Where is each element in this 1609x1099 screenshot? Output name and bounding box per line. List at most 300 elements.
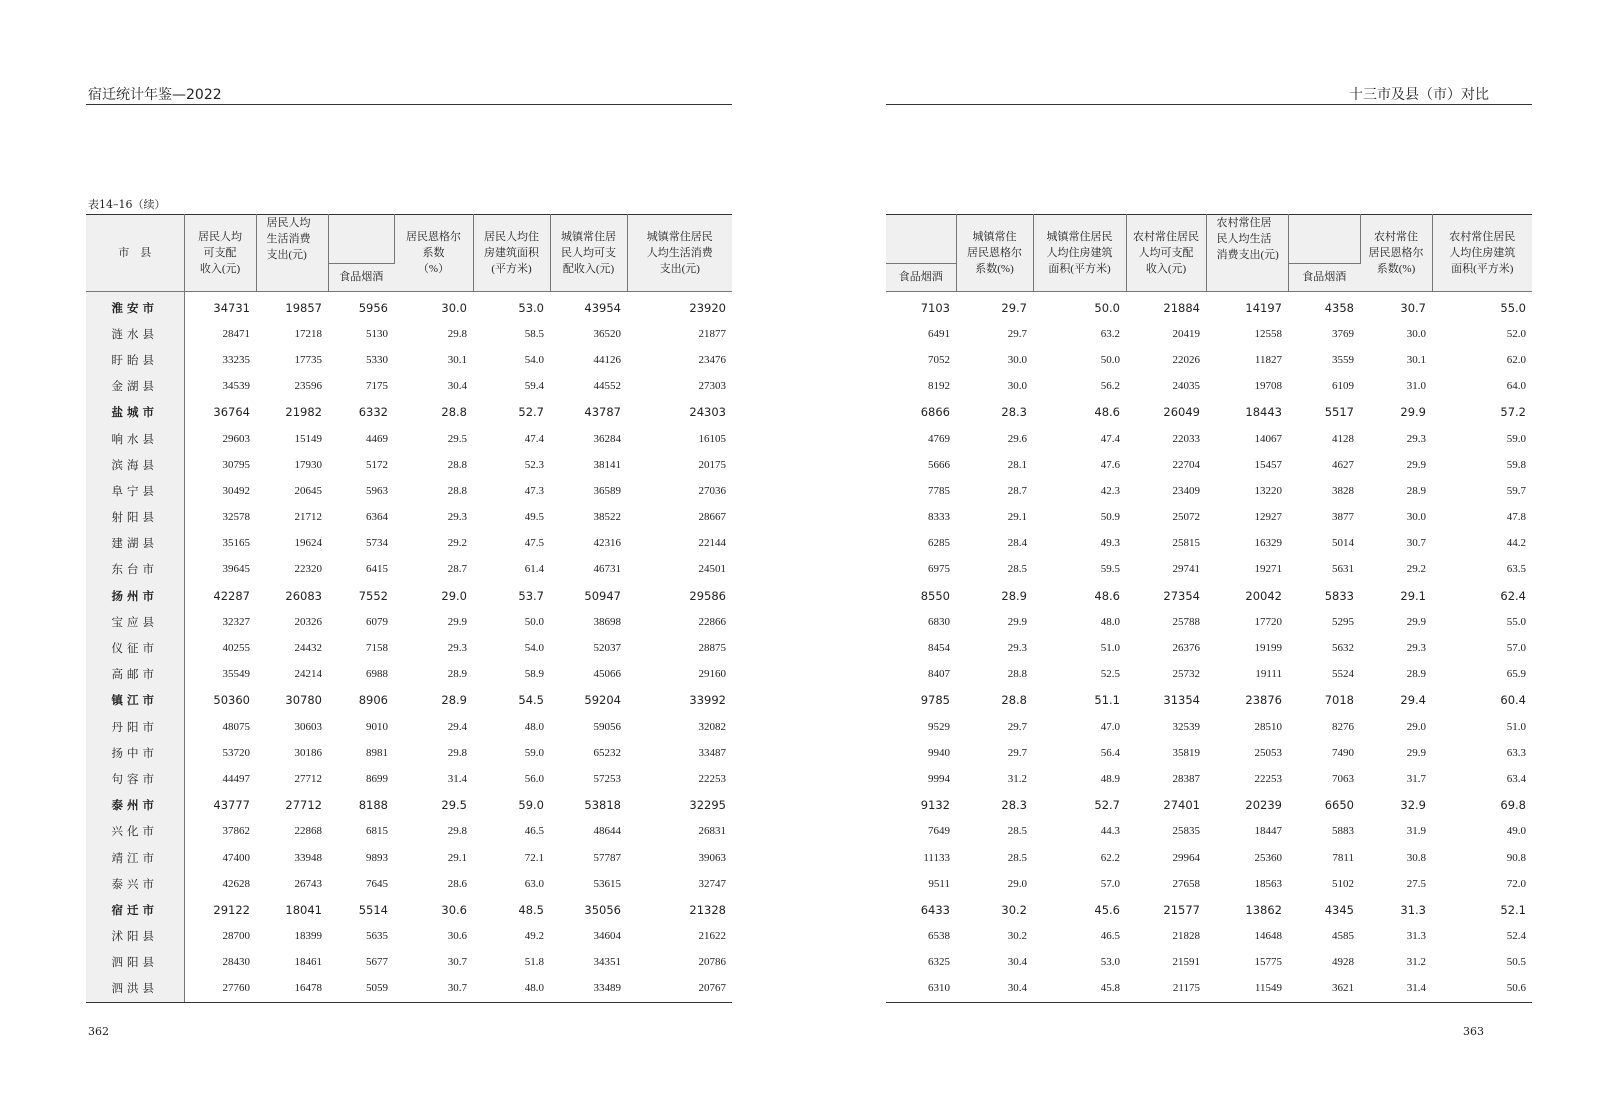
table-cell: 31.3 <box>1400 902 1426 917</box>
header-rule-right <box>886 104 1532 105</box>
table-row <box>886 399 1532 425</box>
table-cell: 57253 <box>593 772 621 785</box>
table-cell: 6650 <box>1324 798 1354 813</box>
table-cell: 63.2 <box>1100 327 1120 340</box>
table-cell: 28.5 <box>1007 563 1027 576</box>
table-row <box>86 687 732 713</box>
table-cell: 38522 <box>593 511 621 524</box>
table-cell: 22253 <box>1254 772 1282 785</box>
table-cell: 3559 <box>1332 353 1354 366</box>
table-cell: 28430 <box>222 956 250 969</box>
table-cell: 57.0 <box>1506 642 1526 655</box>
table-row <box>886 321 1532 347</box>
table-row <box>86 556 732 582</box>
table-row <box>886 425 1532 451</box>
table-cell: 52.7 <box>518 405 544 420</box>
right-page <box>804 0 1609 1099</box>
table-cell: 26083 <box>285 588 322 603</box>
table-cell: 55.0 <box>1500 300 1526 315</box>
table-cell: 33948 <box>294 851 322 864</box>
table-cell: 57.0 <box>1100 877 1120 890</box>
table-cell: 29.2 <box>447 537 467 550</box>
table-cell: 3877 <box>1332 511 1354 524</box>
table-cell: 26831 <box>698 825 726 838</box>
table-row <box>86 949 732 975</box>
table-cell: 23476 <box>698 353 726 366</box>
table-cell: 31.4 <box>447 772 467 785</box>
table-cell: 8188 <box>358 798 388 813</box>
table-cell: 29.1 <box>1007 511 1027 524</box>
table-cell: 29.7 <box>1001 300 1027 315</box>
table-cell: 28.7 <box>1007 484 1027 497</box>
table-cell: 16478 <box>256 975 328 1002</box>
table-cell: 56.4 <box>1100 746 1120 759</box>
table-cell: 29.9 <box>447 615 467 628</box>
table-cell: 28.9 <box>1001 588 1027 603</box>
region-name: 盱眙县 <box>86 347 184 373</box>
table-cell: 48.5 <box>518 902 544 917</box>
table-cell: 59.7 <box>1506 484 1526 497</box>
table-cell: 33992 <box>689 693 726 708</box>
table-row <box>886 897 1532 923</box>
table-row <box>86 766 732 792</box>
region-name: 仪征市 <box>86 635 184 661</box>
table-cell: 63.0 <box>524 877 544 890</box>
table-cell: 6975 <box>928 563 950 576</box>
col-header-consumption-lower <box>256 263 328 291</box>
table-cell: 30.7 <box>447 956 467 969</box>
table-cell: 8550 <box>920 588 950 603</box>
table-row <box>886 609 1532 635</box>
table-cell: 28387 <box>1172 772 1200 785</box>
table-cell: 29603 <box>222 432 250 445</box>
table-cell: 4358 <box>1324 300 1354 315</box>
table-cell: 49.2 <box>524 930 544 943</box>
table-row <box>86 425 732 451</box>
table-cell: 43787 <box>584 405 621 420</box>
table-cell: 29964 <box>1172 851 1200 864</box>
table-row <box>86 844 732 870</box>
table-cell: 29.2 <box>1406 563 1426 576</box>
table-cell: 6433 <box>920 902 950 917</box>
table-cell: 6415 <box>366 563 388 576</box>
table-cell: 44552 <box>593 380 621 393</box>
table-cell: 4928 <box>1332 956 1354 969</box>
table-cell: 20786 <box>698 956 726 969</box>
table-cell: 34604 <box>593 930 621 943</box>
table-cell: 50947 <box>584 588 621 603</box>
table-cell: 25053 <box>1254 746 1282 759</box>
table-cell: 51.1 <box>1094 693 1120 708</box>
table-cell: 5956 <box>358 300 388 315</box>
table-cell: 22144 <box>698 537 726 550</box>
table-cell: 59056 <box>593 720 621 733</box>
table-cell: 35056 <box>584 902 621 917</box>
table-cell: 11549 <box>1206 975 1288 1002</box>
table-cell: 45066 <box>593 668 621 681</box>
table-cell: 22866 <box>698 615 726 628</box>
region-name: 盐城市 <box>86 399 184 425</box>
table-cell: 28.5 <box>1007 851 1027 864</box>
table-cell: 23596 <box>294 380 322 393</box>
table-cell: 15457 <box>1254 458 1282 471</box>
table-cell: 4769 <box>928 432 950 445</box>
table-cell: 5524 <box>1332 668 1354 681</box>
region-name: 宿迁市 <box>86 897 184 923</box>
table-cell: 29.7 <box>1007 720 1027 733</box>
table-cell: 27036 <box>698 484 726 497</box>
table-cell: 21577 <box>1163 902 1200 917</box>
table-cell: 8333 <box>928 511 950 524</box>
table-cell: 21828 <box>1172 930 1200 943</box>
table-row <box>86 609 732 635</box>
table-cell: 5514 <box>358 902 388 917</box>
table-cell: 28.7 <box>447 563 467 576</box>
table-row <box>886 871 1532 897</box>
table-row <box>886 975 1532 1002</box>
table-row <box>86 975 732 1002</box>
table-cell: 51.0 <box>1100 642 1120 655</box>
table-cell: 5517 <box>1324 405 1354 420</box>
col-header-urban-income: 城镇常住居 民人均可支 配收入(元) <box>550 215 627 292</box>
table-cell: 58.9 <box>524 668 544 681</box>
region-name: 淮安市 <box>86 291 184 321</box>
table-cell: 50.0 <box>524 615 544 628</box>
table-cell: 7785 <box>928 484 950 497</box>
table-cell: 27712 <box>294 772 322 785</box>
table-cell: 25732 <box>1172 668 1200 681</box>
table-cell: 6285 <box>928 537 950 550</box>
table-cell: 42.3 <box>1100 484 1120 497</box>
table-cell: 30492 <box>222 484 250 497</box>
table-cell: 30.8 <box>1406 851 1426 864</box>
table-cell: 29.3 <box>447 511 467 524</box>
table-row <box>886 373 1532 399</box>
table-row <box>886 347 1532 373</box>
table-cell: 7649 <box>928 825 950 838</box>
table-cell: 21622 <box>698 930 726 943</box>
table-cell: 36284 <box>593 432 621 445</box>
table-cell: 46731 <box>593 563 621 576</box>
table-cell: 57787 <box>593 851 621 864</box>
table-cell: 29741 <box>1172 563 1200 576</box>
table-cell: 33235 <box>222 353 250 366</box>
table-cell: 59.4 <box>524 380 544 393</box>
data-table-left <box>86 214 732 1003</box>
table-cell: 90.8 <box>1506 851 1526 864</box>
region-name: 扬州市 <box>86 583 184 609</box>
region-name: 扬中市 <box>86 740 184 766</box>
table-cell: 18563 <box>1254 877 1282 890</box>
table-row <box>886 635 1532 661</box>
table-cell: 18399 <box>294 930 322 943</box>
table-cell: 18461 <box>294 956 322 969</box>
table-cell: 50.6 <box>1432 975 1532 1002</box>
table-cell: 64.0 <box>1506 380 1526 393</box>
table-cell: 18041 <box>285 902 322 917</box>
table-cell: 6332 <box>358 405 388 420</box>
running-head-left: 宿迁统计年鉴—2022 <box>88 87 222 103</box>
table-cell: 24432 <box>294 642 322 655</box>
table-cell: 30.0 <box>1406 327 1426 340</box>
table-cell: 20175 <box>698 458 726 471</box>
table-cell: 49.5 <box>524 511 544 524</box>
region-name: 沭阳县 <box>86 923 184 949</box>
table-cell: 3621 <box>1288 975 1360 1002</box>
table-cell: 22026 <box>1172 353 1200 366</box>
table-cell: 50.5 <box>1506 956 1526 969</box>
table-cell: 47400 <box>222 851 250 864</box>
table-cell: 54.0 <box>524 353 544 366</box>
table-cell: 6325 <box>928 956 950 969</box>
table-cell: 18447 <box>1254 825 1282 838</box>
table-cell: 21877 <box>698 327 726 340</box>
region-name: 高邮市 <box>86 661 184 687</box>
table-cell: 19199 <box>1254 642 1282 655</box>
table-cell: 31.4 <box>1360 975 1432 1002</box>
table-cell: 51.0 <box>1506 720 1526 733</box>
table-row <box>86 818 732 844</box>
table-cell: 12927 <box>1254 511 1282 524</box>
table-cell: 36764 <box>213 405 250 420</box>
table-cell: 6310 <box>886 975 956 1002</box>
table-cell: 29.0 <box>1406 720 1426 733</box>
table-cell: 9940 <box>928 746 950 759</box>
table-cell: 47.3 <box>524 484 544 497</box>
table-cell: 35165 <box>222 537 250 550</box>
table-cell: 28.9 <box>1406 484 1426 497</box>
table-cell: 30.0 <box>1007 353 1027 366</box>
table-cell: 32082 <box>698 720 726 733</box>
table-cell: 19857 <box>285 300 322 315</box>
table-cell: 4627 <box>1332 458 1354 471</box>
table-cell: 51.8 <box>524 956 544 969</box>
table-cell: 52.1 <box>1500 902 1526 917</box>
table-cell: 59.8 <box>1506 458 1526 471</box>
table-cell: 29.8 <box>447 327 467 340</box>
table-row <box>886 792 1532 818</box>
table-cell: 32.9 <box>1400 798 1426 813</box>
table-cell: 30603 <box>294 720 322 733</box>
table-cell: 30.4 <box>447 380 467 393</box>
table-cell: 13220 <box>1254 484 1282 497</box>
table-cell: 28.4 <box>1007 537 1027 550</box>
table-row <box>86 661 732 687</box>
table-row <box>886 949 1532 975</box>
table-cell: 35819 <box>1172 746 1200 759</box>
table-cell: 30795 <box>222 458 250 471</box>
table-cell: 30.1 <box>447 353 467 366</box>
table-cell: 31.9 <box>1406 825 1426 838</box>
table-cell: 7103 <box>920 300 950 315</box>
table-cell: 30.2 <box>1001 902 1027 917</box>
table-cell: 5833 <box>1324 588 1354 603</box>
table-cell: 6830 <box>928 615 950 628</box>
col-header-food-tobacco: 食品烟酒 <box>328 263 394 291</box>
col-header-rural-income: 农村常住居民 人均可支配 收入(元) <box>1126 215 1206 292</box>
table-cell: 26743 <box>294 877 322 890</box>
table-cell: 59.0 <box>524 746 544 759</box>
table-cell: 29.6 <box>1007 432 1027 445</box>
table-cell: 42316 <box>593 537 621 550</box>
table-cell: 25835 <box>1172 825 1200 838</box>
region-name: 建湖县 <box>86 530 184 556</box>
table-cell: 16105 <box>698 432 726 445</box>
table-cell: 50360 <box>213 693 250 708</box>
table-cell: 5172 <box>366 458 388 471</box>
table-cell: 13862 <box>1245 902 1282 917</box>
table-cell: 8981 <box>366 746 388 759</box>
table-cell: 29.4 <box>1400 693 1426 708</box>
table-cell: 5635 <box>366 930 388 943</box>
table-cell: 25815 <box>1172 537 1200 550</box>
table-cell: 63.5 <box>1506 563 1526 576</box>
table-cell: 69.8 <box>1500 798 1526 813</box>
table-cell: 48.0 <box>473 975 550 1002</box>
col-header-per-capita-consumption: 居民人均 生活消费 支出(元) <box>256 215 328 264</box>
table-cell: 53.7 <box>518 588 544 603</box>
region-name: 泗洪县 <box>86 975 184 1002</box>
table-cell: 56.0 <box>524 772 544 785</box>
table-cell: 17218 <box>294 327 322 340</box>
table-cell: 53720 <box>222 746 250 759</box>
table-row <box>86 714 732 740</box>
table-cell: 23409 <box>1172 484 1200 497</box>
table-cell: 29586 <box>689 588 726 603</box>
table-row <box>886 687 1532 713</box>
table-cell: 31354 <box>1163 693 1200 708</box>
table-cell: 24303 <box>689 405 726 420</box>
col-header-blank <box>328 215 394 264</box>
table-caption: 表14–16（续） <box>88 198 166 211</box>
table-row <box>886 452 1532 478</box>
region-name: 兴化市 <box>86 818 184 844</box>
table-row <box>886 530 1532 556</box>
table-cell: 37862 <box>222 825 250 838</box>
table-cell: 53615 <box>593 877 621 890</box>
table-cell: 28.8 <box>441 405 467 420</box>
table-cell: 32295 <box>689 798 726 813</box>
table-cell: 9511 <box>928 877 950 890</box>
table-cell: 6866 <box>920 405 950 420</box>
table-cell: 72.1 <box>524 851 544 864</box>
table-cell: 9893 <box>366 851 388 864</box>
table-cell: 30.4 <box>1007 956 1027 969</box>
table-row <box>86 373 732 399</box>
table-cell: 18443 <box>1245 405 1282 420</box>
table-cell: 49.0 <box>1506 825 1526 838</box>
table-cell: 48.6 <box>1094 588 1120 603</box>
table-cell: 17930 <box>294 458 322 471</box>
table-cell: 46.5 <box>524 825 544 838</box>
table-cell: 29.1 <box>1400 588 1426 603</box>
table-cell: 29.3 <box>1007 642 1027 655</box>
table-cell: 20239 <box>1245 798 1282 813</box>
table-row <box>86 452 732 478</box>
table-cell: 29.0 <box>441 588 467 603</box>
table-cell: 31.0 <box>1406 380 1426 393</box>
table-cell: 52.5 <box>1100 668 1120 681</box>
table-row <box>886 818 1532 844</box>
table-cell: 28875 <box>698 642 726 655</box>
table-cell: 24501 <box>698 563 726 576</box>
table-cell: 45.6 <box>1094 902 1120 917</box>
table-cell: 11133 <box>923 851 950 864</box>
table-cell: 34731 <box>213 300 250 315</box>
table-cell: 29.1 <box>447 851 467 864</box>
table-cell: 43954 <box>584 300 621 315</box>
table-cell: 6815 <box>366 825 388 838</box>
table-cell: 52.3 <box>524 458 544 471</box>
table-cell: 30.6 <box>441 902 467 917</box>
region-name: 滨海县 <box>86 452 184 478</box>
table-cell: 32578 <box>222 511 250 524</box>
table-cell: 35549 <box>222 668 250 681</box>
table-cell: 29.9 <box>1406 458 1426 471</box>
table-cell: 28.9 <box>1406 668 1426 681</box>
region-name: 射阳县 <box>86 504 184 530</box>
table-cell: 47.4 <box>524 432 544 445</box>
table-cell: 15775 <box>1254 956 1282 969</box>
table-cell: 9994 <box>928 772 950 785</box>
table-cell: 29.9 <box>1400 405 1426 420</box>
table-cell: 5734 <box>366 537 388 550</box>
table-cell: 24035 <box>1172 380 1200 393</box>
table-cell: 7158 <box>366 642 388 655</box>
table-cell: 20326 <box>294 615 322 628</box>
table-cell: 21982 <box>285 405 322 420</box>
table-cell: 59.0 <box>518 798 544 813</box>
table-cell: 5059 <box>328 975 394 1002</box>
table-cell: 31.2 <box>1007 772 1027 785</box>
col-header-housing-area: 居民人均住 房建筑面积 (平方米) <box>473 215 550 292</box>
table-row <box>886 923 1532 949</box>
table-cell: 27.5 <box>1406 877 1426 890</box>
table-cell: 21175 <box>1126 975 1206 1002</box>
table-cell: 26376 <box>1172 642 1200 655</box>
table-cell: 50.0 <box>1100 353 1120 366</box>
table-cell: 20042 <box>1245 588 1282 603</box>
table-cell: 52.7 <box>1094 798 1120 813</box>
table-cell: 44126 <box>593 353 621 366</box>
table-cell: 5677 <box>366 956 388 969</box>
table-cell: 28.8 <box>1001 693 1027 708</box>
table-cell: 3769 <box>1332 327 1354 340</box>
table-cell: 29160 <box>698 668 726 681</box>
table-cell: 38141 <box>593 458 621 471</box>
table-row <box>86 740 732 766</box>
table-cell: 53818 <box>584 798 621 813</box>
table-cell: 6109 <box>1332 380 1354 393</box>
table-cell: 6491 <box>928 327 950 340</box>
table-cell: 24214 <box>294 668 322 681</box>
table-cell: 30.2 <box>1007 930 1027 943</box>
table-cell: 62.4 <box>1500 588 1526 603</box>
table-cell: 29.9 <box>1406 615 1426 628</box>
table-cell: 46.5 <box>1100 930 1120 943</box>
table-cell: 29.7 <box>1007 746 1027 759</box>
table-cell: 19624 <box>294 537 322 550</box>
table-cell: 17735 <box>294 353 322 366</box>
table-row <box>86 347 732 373</box>
table-cell: 7063 <box>1332 772 1354 785</box>
table-cell: 32327 <box>222 615 250 628</box>
table-cell: 47.0 <box>1100 720 1120 733</box>
table-row <box>886 661 1532 687</box>
col-header-engel: 居民恩格尔 系数 （%） <box>394 215 473 292</box>
table-row <box>86 792 732 818</box>
table-cell: 16329 <box>1254 537 1282 550</box>
